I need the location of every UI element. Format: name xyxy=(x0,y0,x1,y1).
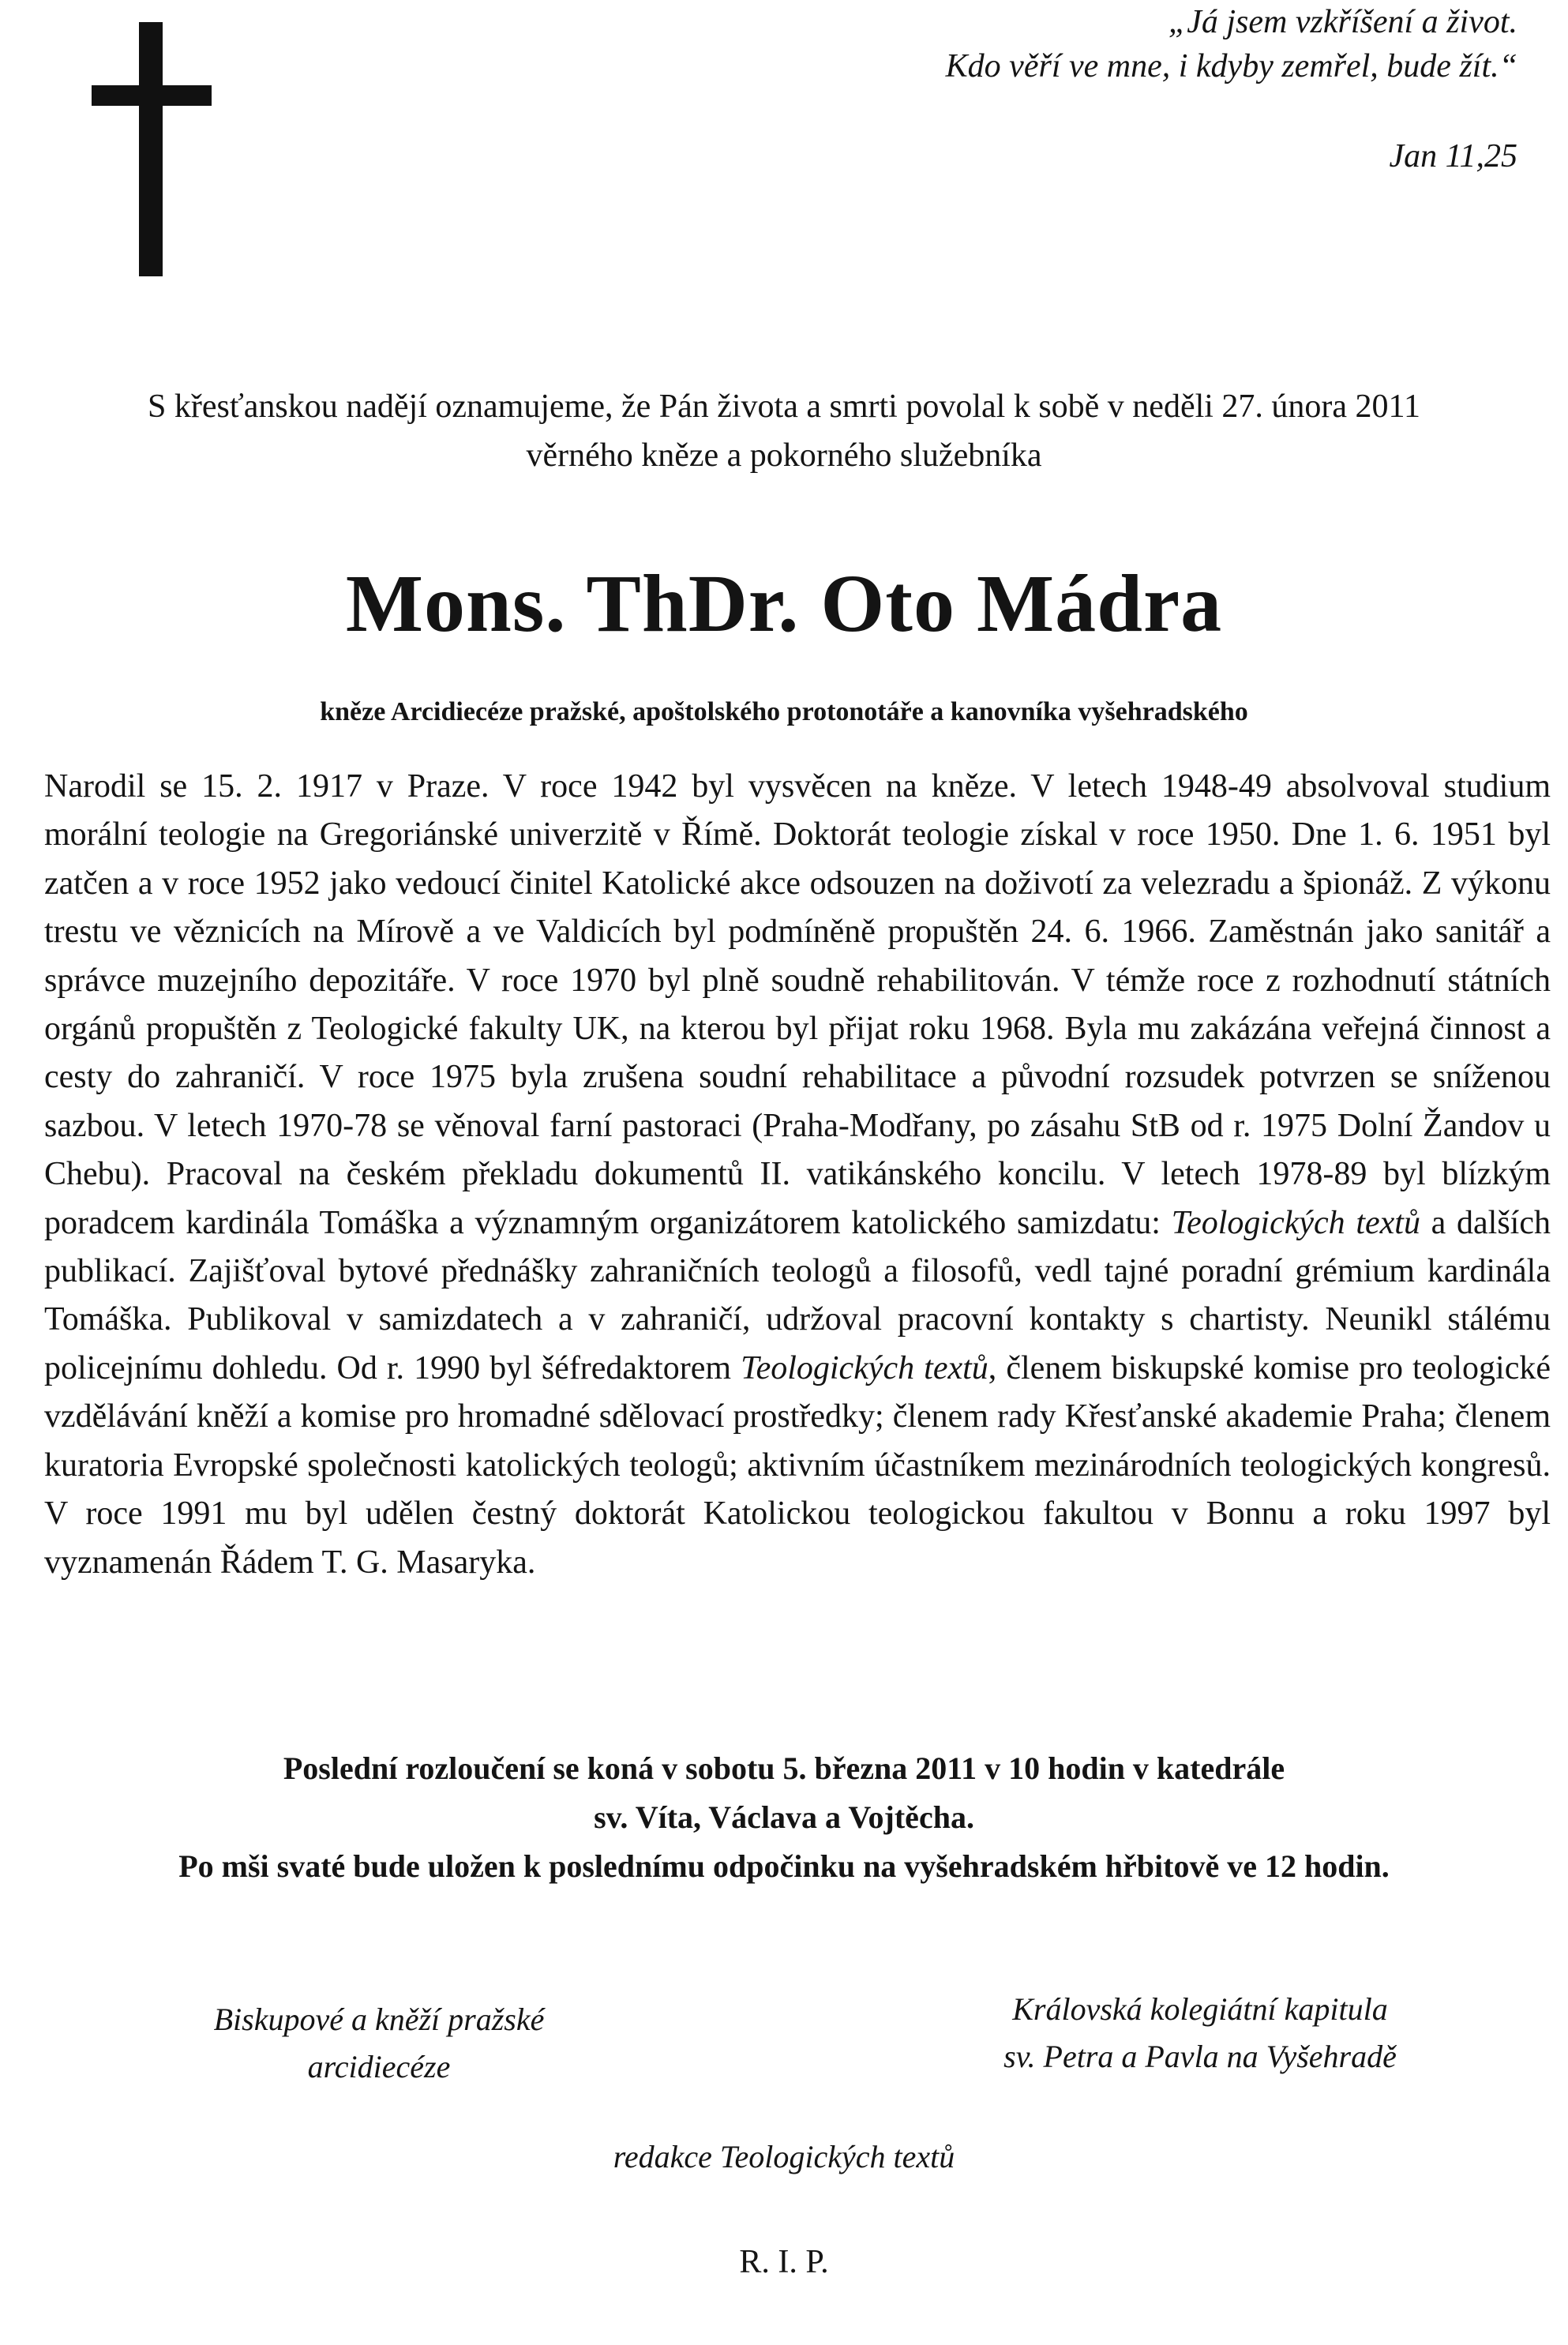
quote-line-2: Kdo věří ve mne, i kdyby zemřel, bude žít.“ xyxy=(945,48,1517,84)
biography-part-1: Narodil se 15. 2. 1917 v Praze. V roce 1942 byl vysvěcen na kněze. V letech 1948-49 absolvoval studium morální teologie na Gregoriánské univerzitě v Římě. Doktorát teologie získal v roce 1950. Dne 1. 6. 1951 byl zatčen a v roce 1952 jako vedoucí činitel Katolické akce odsouzen na doživotí za velezradu a špionáž. Z výkonu trestu ve věznicích na Mírově a ve Valdicích byl podmíněně propuštěn 24. 6. 1966. Zaměstnán jako sanitář a správce muzejního depozitáře. V roce 1970 byl plně soudně rehabilitován. V témže roce z rozhodnutí státních orgánů propuštěn z Teologické fakulty UK, na kterou byl přijat roku 1968. Byla mu zakázána veřejná činnost a cesty do zahraničí. V roce 1975 byla zrušena soudní rehabilitace a původní rozsudek potvrzen se sníženou sazbou. V letech 1970-78 se věnoval farní pastoraci (Praha-Modřany, po zásahu StB od r. 1975 Dolní Žandov u Chebu). Pracoval na českém překladu dokumentů II. vatikánského koncilu. V letech 1978-89 byl blízkým poradcem kardinála Tomáška a významným organizátorem katolického samizdatu: xyxy=(44,768,1551,1241)
signatory-right xyxy=(916,1986,1484,2080)
signatory-left-line-1: Biskupové a kněží pražské xyxy=(213,2002,545,2037)
deceased-title: kněze Arcidiecéze pražské, apoštolského protonotáře a kanovníka vyšehradského xyxy=(320,697,1248,726)
rip-closing: R. I. P. xyxy=(739,2244,829,2280)
deceased-name: Mons. ThDr. Oto Mádra xyxy=(345,558,1223,649)
quote-line-1: „Já jsem vzkříšení a život. xyxy=(1168,4,1517,40)
bible-quote xyxy=(946,0,1517,88)
signatory-right-line-2: sv. Petra a Pavla na Vyšehradě xyxy=(1003,2039,1397,2074)
funeral-line-2: sv. Víta, Václava a Vojtěcha. xyxy=(594,1799,974,1835)
funeral-info xyxy=(0,1744,1568,1891)
announcement xyxy=(0,382,1568,480)
biography xyxy=(44,763,1551,1587)
announcement-line-1: S křesťanskou nadějí oznamujeme, že Pán života a smrti povolal k sobě v neděli 27. února 2011 xyxy=(148,388,1420,425)
signatory-bottom: redakce Teologických textů xyxy=(613,2139,955,2174)
announcement-line-2: věrného kněze a pokorného služebníka xyxy=(526,437,1042,474)
signatory-left xyxy=(134,1996,624,2091)
funeral-line-3: Po mši svaté bude uložen k poslednímu odpočinku na vyšehradském hřbitově ve 12 hodin. xyxy=(178,1848,1390,1884)
biography-italic-2: Teologických textů xyxy=(741,1349,988,1386)
biography-part-3: , členem biskupské komise pro teologické vzdělávání kněží a komise pro hromadné sdělovací prostředky; členem rady Křesťanské akademie Praha; členem kuratoria Evropské společnosti katolických teologů; aktivním účastníkem mezinárodních teologických kongresů. V roce 1991 mu byl udělen čestný doktorát Katolickou teologickou fakultou v Bonnu a roku 1997 byl vyznamenán Řádem T. G. Masaryka. xyxy=(44,1349,1551,1581)
biography-italic-1: Teologických textů xyxy=(1171,1204,1420,1241)
signatory-right-line-1: Královská kolegiátní kapitula xyxy=(1012,1991,1388,2027)
signatory-left-line-2: arcidiecéze xyxy=(307,2049,451,2084)
biography-part-2: a dalších publikací. Zajišťoval bytové přednášky zahraničních teologů a filosofů, vedl tajné poradní grémium kardinála Tomáška. Publikoval v samizdatech a v zahraničí, udržoval pracovní kontakty s chartisty. Neunikl stálému policejnímu dohledu. Od r. 1990 byl šéfredaktorem xyxy=(44,1204,1551,1386)
quote-reference: Jan 11,25 xyxy=(1389,138,1517,174)
funeral-line-1: Poslední rozloučení se koná v sobotu 5. března 2011 v 10 hodin v katedrále xyxy=(283,1750,1285,1786)
